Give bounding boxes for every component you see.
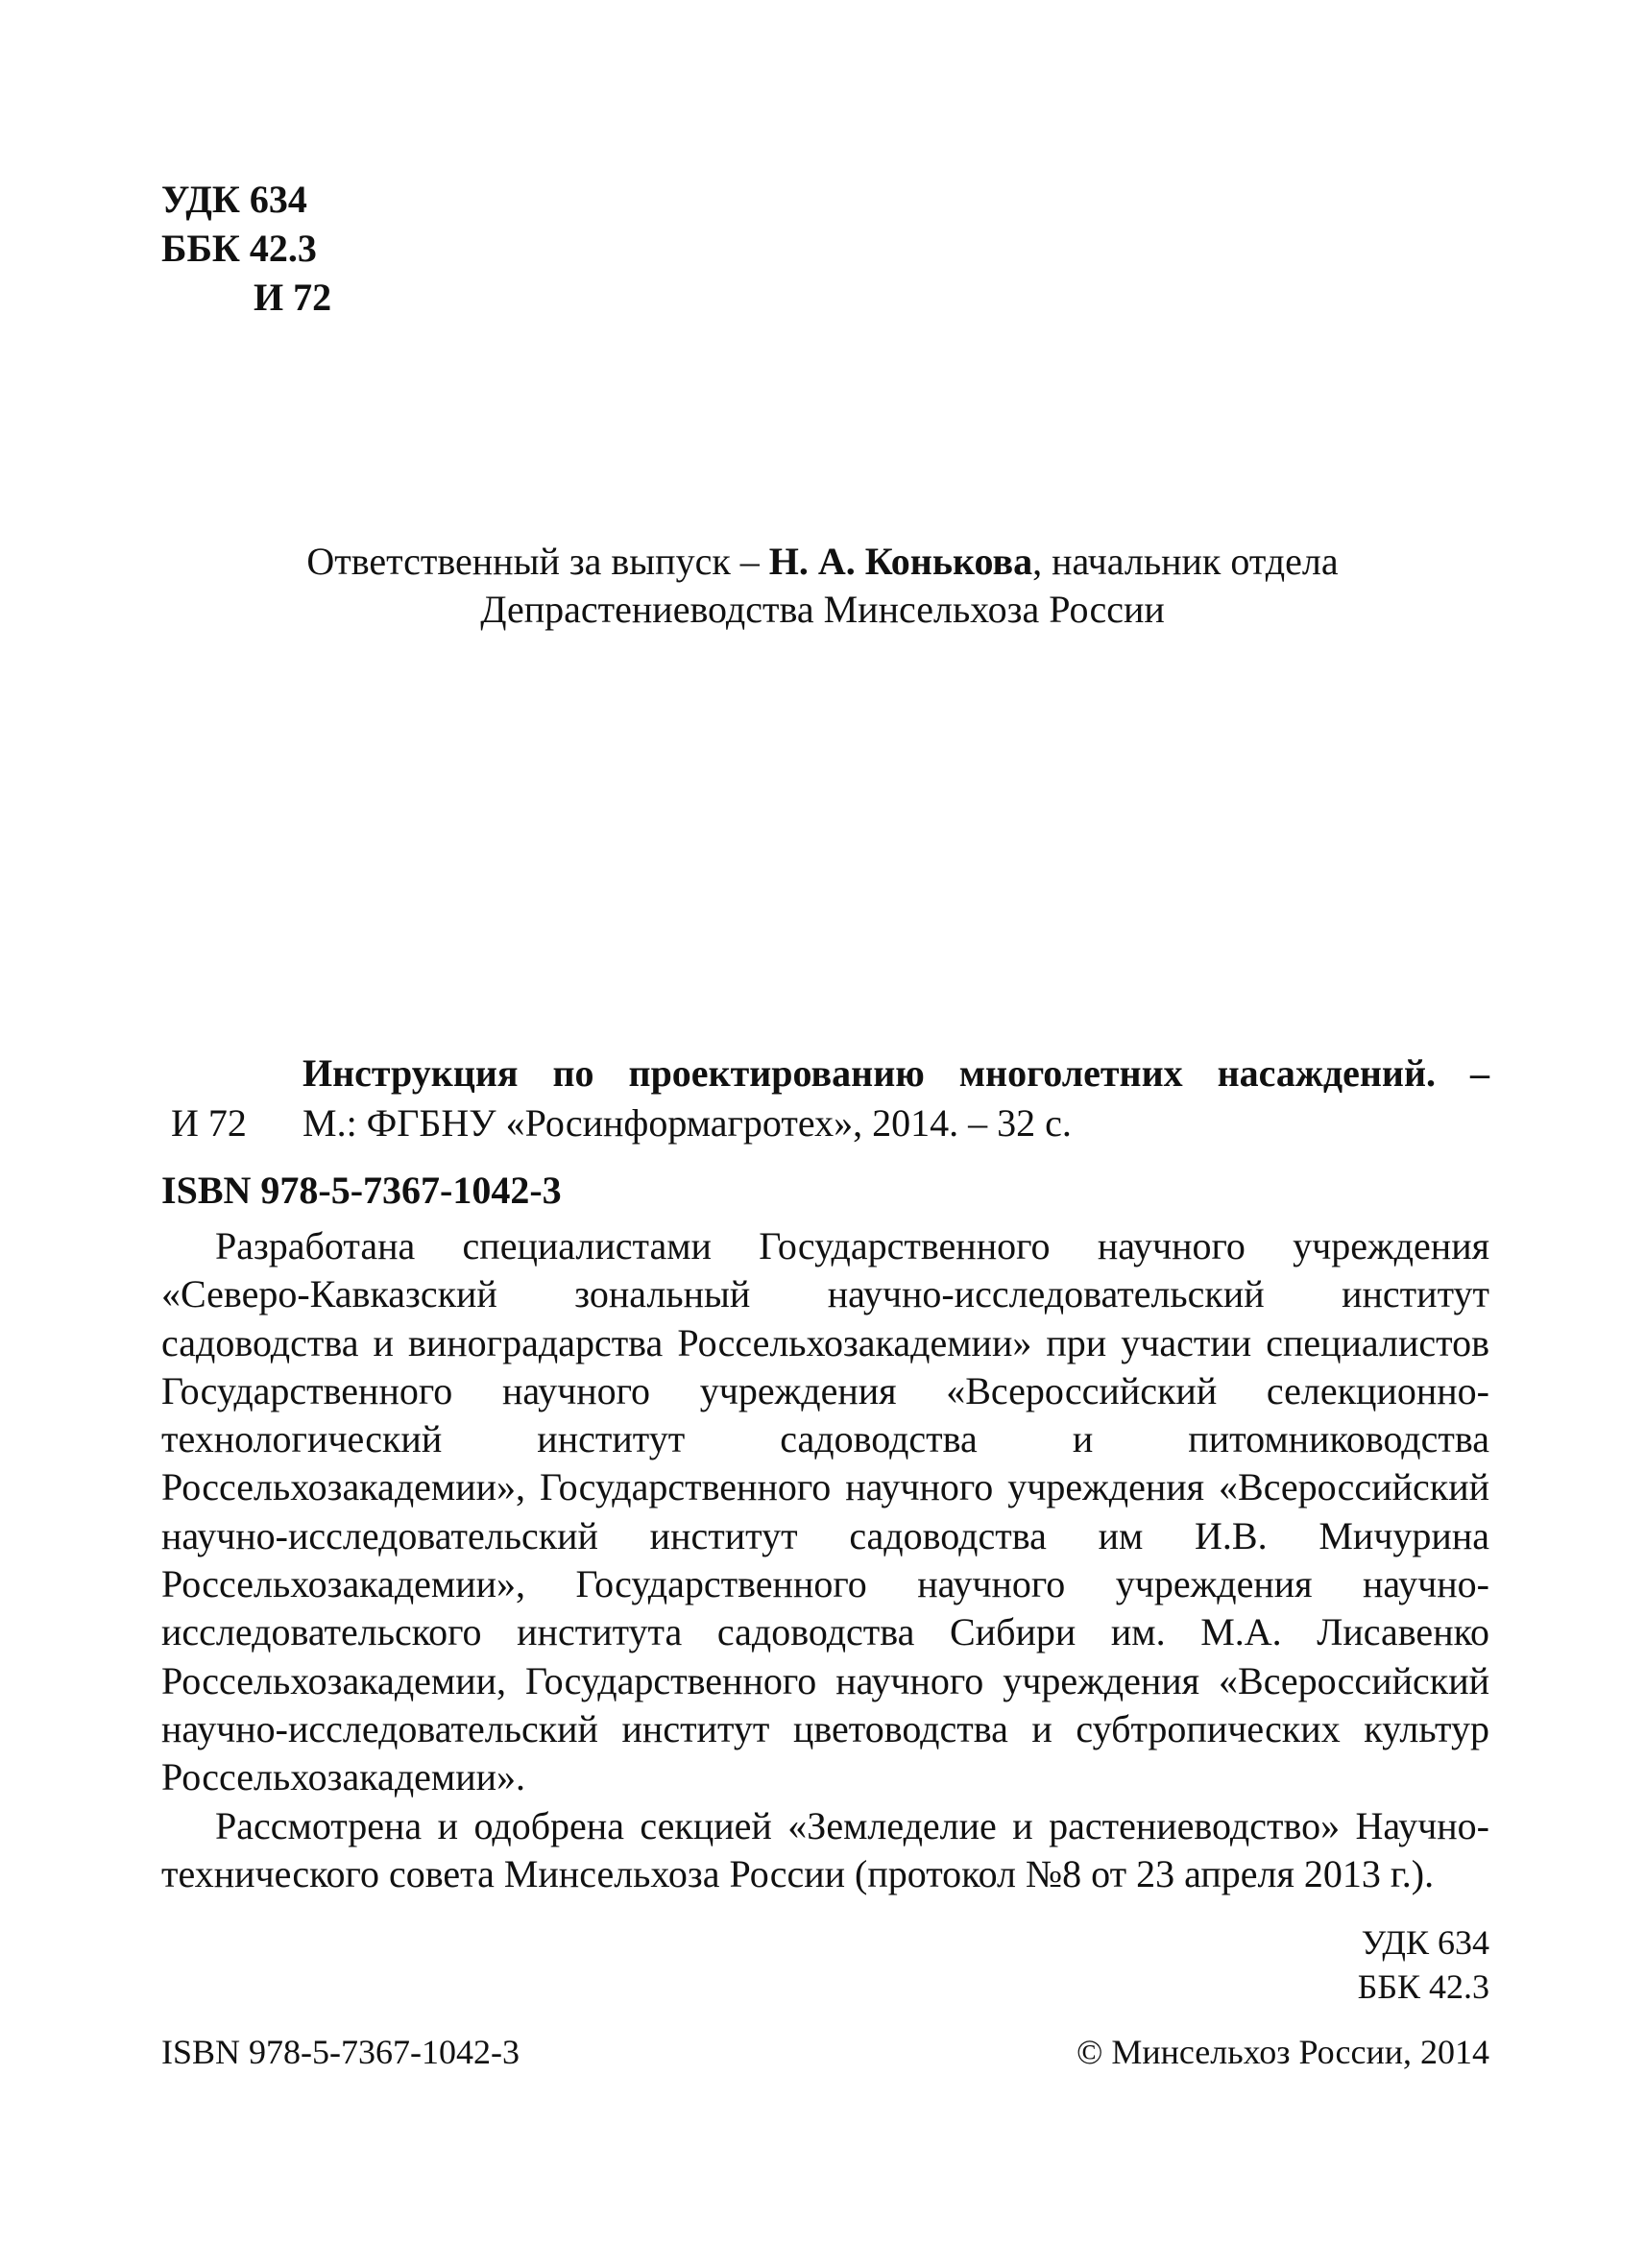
footer-copyright: © Минсельхоз России, 2014	[1076, 2033, 1489, 2071]
author-mark: И 72	[254, 276, 332, 319]
footer-bbk: ББК 42.3	[1357, 1967, 1489, 2006]
annotation-body	[161, 1222, 1489, 1898]
isbn-heading: ISBN 978-5-7367-1042-3	[161, 1169, 562, 1212]
bbk-code: ББК 42.3	[161, 227, 317, 270]
bibliography-title: Инструкция по проектированию многолетних насаждений. –	[302, 1051, 1489, 1095]
responsible-suffix: , начальник отдела	[1032, 540, 1339, 583]
bibliography-imprint: М.: ФГБНУ «Росинформагротех», 2014. – 32 с.	[302, 1101, 1072, 1145]
annotation-paragraph-2: Рассмотрена и одобрена секцией «Земледелие и растениеводство» Научно-технического совета Минсельхоза России (протокол №8 от 23 апреля 2013 г.).	[161, 1803, 1489, 1895]
footer-isbn: ISBN 978-5-7367-1042-3	[161, 2033, 520, 2071]
classification-block	[161, 176, 331, 323]
annotation-paragraph-1: Разработана специалистами Государственного научного учреждения «Северо-Кавказский зональный научно-исследовательский институт садоводства и виноградарства Россельхозакадемии» при участии специалистов Государственного научного учреждения «Всероссийский селекционно-технологический институт садоводства и питомниководства Россельхозакадемии», Государственного научного учреждения «Всероссийский научно-исследовательский институт садоводства им И.В. Мичурина Россельхозакадемии», Государственного научного учреждения научно-исследовательского института садоводства Сибири им. М.А. Лисавенко Россельхозакадемии, Государственного научного учреждения «Всероссийский научно-исследовательский институт цветоводства и субтропических культур Россельхозакадемии».	[161, 1224, 1489, 1799]
bibliography-code: И 72	[171, 1101, 247, 1145]
responsible-prefix: Ответственный за выпуск –	[306, 540, 769, 583]
udk-code: УДК 634	[161, 178, 307, 221]
responsible-name: Н. А. Конькова	[768, 540, 1033, 583]
footer-udk: УДК 634	[1361, 1923, 1489, 1962]
footer-classification	[1152, 1920, 1489, 2009]
bibliography-title-row	[302, 1050, 1489, 1098]
responsible-line-1	[0, 538, 1645, 586]
responsible-line-2: Депрастениеводства Минсельхоза России	[480, 588, 1165, 631]
responsible-block	[0, 538, 1645, 634]
